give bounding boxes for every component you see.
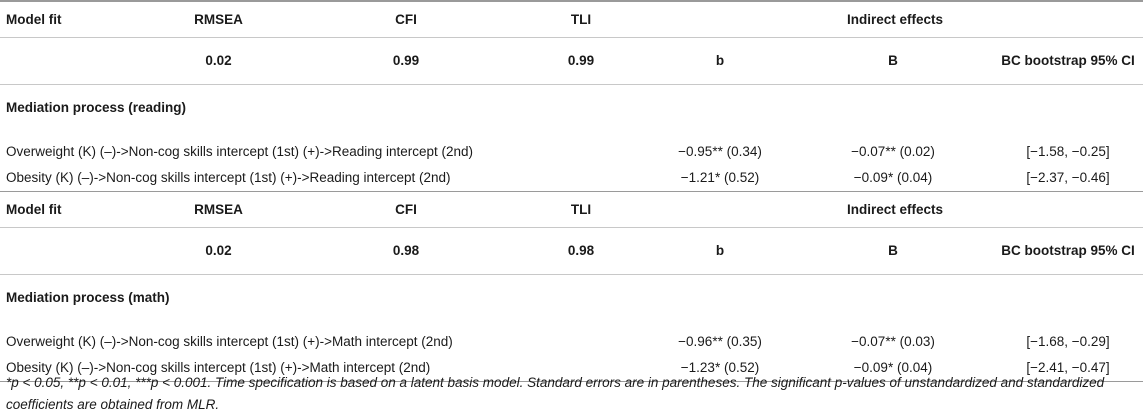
section-row [0, 85, 1143, 131]
table-header-row [0, 192, 1143, 228]
ci-value: [−2.37, −0.46] [993, 165, 1143, 192]
row-label: Overweight (K) (–)->Non-cog skills intercept (1st) (+)->Math intercept (2nd) [6, 334, 453, 349]
row-label: Overweight (K) (–)->Non-cog skills intercept (1st) (+)->Reading intercept (2nd) [6, 144, 474, 159]
cfi-header: CFI [297, 192, 515, 228]
row-label: Obesity (K) (–)->Non-cog skills intercept (1st) (+)->Math intercept (2nd) [0, 355, 647, 382]
cfi-header: CFI [297, 1, 515, 38]
beta-header: B [793, 38, 993, 85]
rmsea-value: 0.02 [140, 228, 297, 275]
b-value: −1.23* (0.52) [647, 355, 793, 382]
row-label: Obesity (K) (–)->Non-cog skills intercept (1st) (+)->Reading intercept (2nd) [0, 165, 647, 192]
tli-header: TLI [515, 192, 647, 228]
ci-value: [−1.58, −0.25] [1026, 144, 1110, 159]
ci-header: BC bootstrap 95% CI [993, 228, 1143, 275]
model-fit-header: Model fit [0, 192, 140, 228]
beta-header: B [793, 228, 993, 275]
table-header-row [0, 1, 1143, 38]
ci-value: [−1.68, −0.29] [1026, 334, 1110, 349]
indirect-effects-header: Indirect effects [647, 1, 1143, 38]
tli-value: 0.98 [515, 228, 647, 275]
model-fit-header: Model fit [0, 1, 140, 38]
ci-header: BC bootstrap 95% CI [993, 38, 1143, 85]
b-header: b [647, 228, 793, 275]
table-row [0, 139, 1143, 165]
section-title: Mediation process (reading) [6, 99, 187, 115]
indirect-effects-header: Indirect effects [647, 192, 1143, 228]
table-row [0, 329, 1143, 355]
fit-values-row [0, 228, 1143, 275]
b-value: −1.21* (0.52) [647, 165, 793, 192]
b-value: −0.96** (0.35) [678, 334, 762, 349]
rmsea-header: RMSEA [140, 192, 297, 228]
rmsea-value: 0.02 [140, 38, 297, 85]
section-title: Mediation process (math) [6, 289, 170, 305]
rmsea-header: RMSEA [140, 1, 297, 38]
b-value: −0.95** (0.34) [678, 144, 762, 159]
table-row [0, 165, 1143, 192]
tli-header: TLI [515, 1, 647, 38]
tli-value: 0.99 [515, 38, 647, 85]
ci-value: [−2.41, −0.47] [993, 355, 1143, 382]
cfi-value: 0.99 [297, 38, 515, 85]
beta-value: −0.09* (0.04) [793, 355, 993, 382]
beta-value: −0.07** (0.03) [851, 334, 935, 349]
section-row [0, 275, 1143, 321]
cfi-value: 0.98 [297, 228, 515, 275]
fit-values-row [0, 38, 1143, 85]
beta-value: −0.09* (0.04) [793, 165, 993, 192]
b-header: b [647, 38, 793, 85]
table-footnote: *p < 0.05, **p < 0.01, ***p < 0.001. Time specification is based on a latent basis model. Standard errors are in parentheses. The significant p-values of unstandardized and standardized coefficients are obtained from MLR. [6, 375, 1105, 412]
beta-value: −0.07** (0.02) [851, 144, 935, 159]
